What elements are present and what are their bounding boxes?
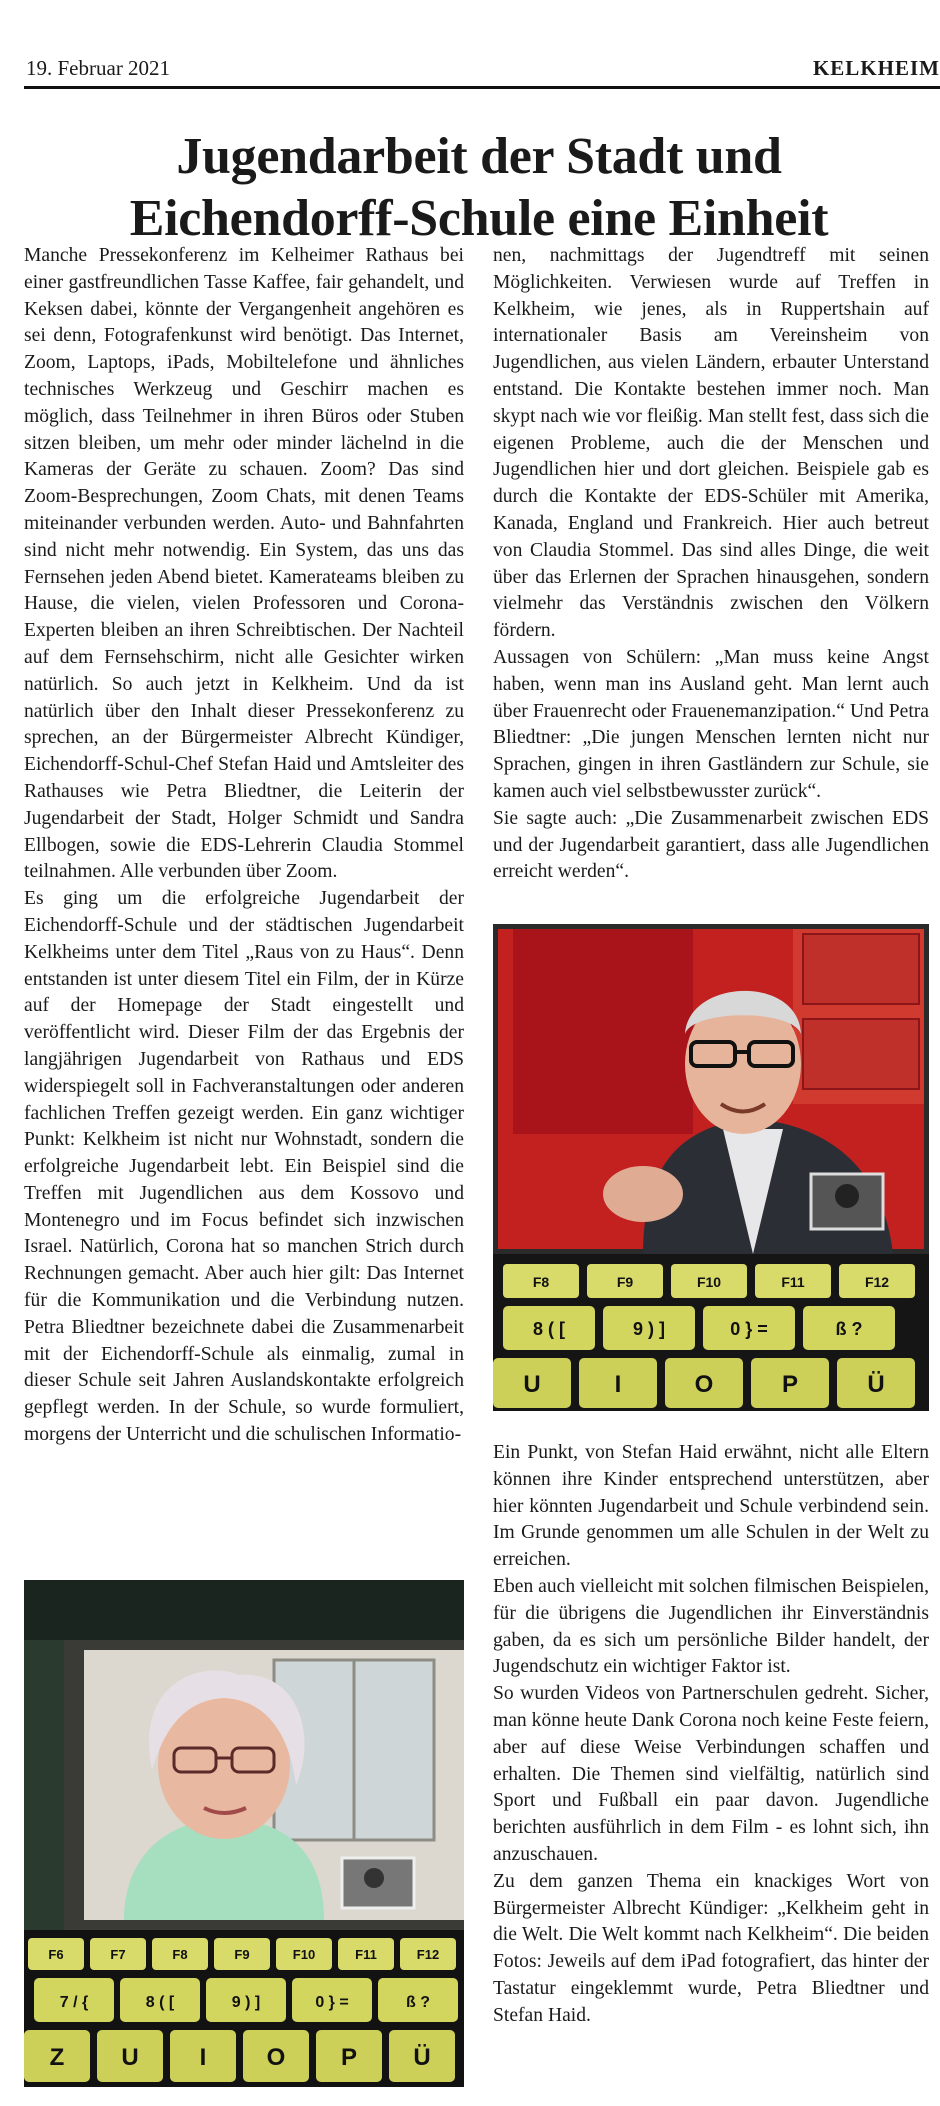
key-label: 9 ) ] bbox=[632, 1319, 666, 1339]
key-label: 0 } = bbox=[730, 1319, 768, 1339]
page-header bbox=[24, 52, 940, 88]
headline-line-2: Eichendorff-Schule eine Einheit bbox=[129, 190, 829, 247]
key-label: I bbox=[614, 1371, 622, 1398]
key-label: Ü bbox=[867, 1371, 885, 1398]
key-label: 0 } = bbox=[315, 1994, 349, 2011]
issue-date: 19. Februar 2021 bbox=[26, 56, 171, 80]
photo-woman-illustration bbox=[24, 1580, 464, 2087]
key-label: F10 bbox=[696, 1274, 722, 1290]
photo-petra-bliedtner bbox=[24, 1580, 464, 2087]
key-label: P bbox=[781, 1371, 799, 1398]
key-label: P bbox=[340, 2044, 358, 2071]
key-label: F12 bbox=[864, 1274, 890, 1290]
key-label: F9 bbox=[616, 1274, 634, 1290]
key-label: 8 ( [ bbox=[532, 1319, 566, 1339]
key-label: Z bbox=[49, 2044, 65, 2071]
key-label: Ü bbox=[413, 2044, 431, 2071]
key-label: 8 ( [ bbox=[145, 1994, 175, 2011]
key-label: 9 ) ] bbox=[231, 1994, 261, 2011]
photo-stefan-haid bbox=[493, 924, 929, 1411]
section-title: KELKHEIM bbox=[812, 56, 940, 80]
key-label: ß ? bbox=[406, 1994, 430, 2011]
key-label: F11 bbox=[355, 1947, 377, 1962]
paragraph: Eben auch vielleicht mit solchen filmischen Beispielen, für die übrigens die Jugendlichen ihr Einverständnis gaben, da es sich um persönliche Bilder handelt, der Jugendschutz ein wichtiger Faktor ist. bbox=[493, 1575, 929, 1678]
key-label: U bbox=[523, 1371, 541, 1398]
paragraph: Manche Pressekonferenz im Kelheimer Rathaus bei einer gastfreundlichen Tasse Kaffee, fair gehandelt, und Keksen dabei, könnte der Vergangenheit angehören es sei denn, Fotografenkunst wird benötigt. Das Internet, Zoom, Laptops, iPads, Mobiltelefone und ähnliches technisches Werkzeug und Geschirr machen es möglich, dass Teilnehmer in ihren Büros oder Stuben sitzen bleiben, um mehr oder minder lächelnd in die Kameras der Geräte zu schauen. Zoom? Das sind Zoom-Besprechungen, Zoom Chats, mit denen Teams miteinander verbunden werden. Auto- und Bahnfahrten sind nicht mehr notwendig. Ein System, das uns das Fernsehen jeden Abend bietet. Kamerateams bleiben zu Hause, die vielen, vielen Professoren und Corona-Experten bleiben an ihren Schreibtischen. Der Nachteil auf dem Fernsehschirm, nicht alle Gesichter wirken natürlich. So auch jetzt in Kelkheim. Und da ist natürlich über den Inhalt dieser Pressekonferenz zu sprechen, an der Bürgermeister Albrecht Kündiger, Eichendorff-Schul-Chef Stefan Haid und Amtsleiter des Rathauses wie Petra Bliedtner, die Leiterin der Jugendarbeit der Stadt, Holger Schmidt und Sandra Ellbogen, sowie die EDS-Lehrerin Claudia Stommel teilnahmen. Alle verbunden über Zoom. bbox=[24, 245, 464, 883]
key-label: ß ? bbox=[835, 1319, 863, 1339]
photo-man-illustration bbox=[493, 924, 929, 1411]
headline-line-1: Jugendarbeit der Stadt und bbox=[176, 128, 782, 185]
paragraph: Aussagen von Schülern: „Man muss keine Angst haben, wenn man ins Ausland geht. Man lernt auch über Frauenrecht oder Frauenemanzipation.“ Und Petra Bliedtner: „Die jungen Menschen lernten nicht nur Sprachen, gingen in ihren Gastländern zur Schule, sie kamen auch viel selbstbewusster zurück“. bbox=[493, 646, 929, 802]
article-headline bbox=[24, 126, 934, 250]
key-label: O bbox=[266, 2044, 286, 2071]
key-label: F9 bbox=[234, 1947, 250, 1962]
paragraph: So wurden Videos von Partnerschulen gedreht. Sicher, man könne heute Dank Corona noch keine Feste feiern, aber auf diese Weise Verbindungen schaffen und erhalten. Die Themen sind vielfältig, natürlich sind Sport und Fußball ein paar davon. Jugendliche berichten ausführlich in dem Film - es lohnt sich, ihn anzuschauen. bbox=[493, 1683, 929, 1865]
key-label: 7 / { bbox=[59, 1994, 89, 2011]
article-column-right-bottom bbox=[493, 1440, 929, 2030]
paragraph: Zu dem ganzen Thema ein knackiges Wort von Bürgermeister Albrecht Kündiger: „Kelkheim geht in die Welt. Die Welt kommt nach Kelkheim“. Die beiden Fotos: Jeweils auf dem iPad fotografiert, das hinter der Tastatur eingeklemmt wurde, Petra Bliedtner und Stefan Haid. bbox=[493, 1870, 929, 2026]
article-column-right-top bbox=[493, 243, 929, 886]
key-label: F10 bbox=[292, 1947, 316, 1962]
key-label: F11 bbox=[781, 1274, 805, 1290]
paragraph: Es ging um die erfolgreiche Jugendarbeit der Eichendorff-Schule und der städtischen Jugendarbeit Kelkheims unter dem Titel „Raus von zu Haus“. Denn entstanden ist unter diesem Titel ein Film, der in Kürze auf der Homepage der Stadt eingestellt und veröffentlicht wird. Dieser Film der das Ergebnis der langjährigen Jugendarbeit von Rathaus und EDS widerspiegelt soll in Fachveranstaltungen oder anderen fachlichen Treffen gezeigt werden. Ein ganz wichtiger Punkt: Kelkheim ist nicht nur Wohnstadt, sondern die erfolgreiche Jugendarbeit lebt. Ein Beispiel sind die Treffen mit Jugendlichen aus dem Kossovo und Montenegro und im Focus befindet sich inzwischen Israel. Natürlich, Corona hat so manchen Strich durch Rechnungen gemacht. Aber auch hier gilt: Das Internet für die Kommunikation und die Verbindung nutzen. Petra Bliedtner bezeichnete dabei die Zusammenarbeit mit der Eichendorff-Schule als einmalig, zumal in dieser Schule seit Jahren Auslandskontakte erfolgreich gepflegt werden. In der Schule, so wurde formuliert, morgens der Unterricht und die schulischen Informatio- bbox=[24, 888, 464, 1446]
key-label: F8 bbox=[172, 1947, 188, 1962]
key-label: F12 bbox=[416, 1947, 440, 1962]
key-label: F7 bbox=[110, 1947, 126, 1962]
key-label: I bbox=[199, 2044, 207, 2071]
key-label: F6 bbox=[48, 1947, 64, 1962]
paragraph: Sie sagte auch: „Die Zusammenarbeit zwischen EDS und der Jugendarbeit garantiert, dass alle Jugendlichen erreicht werden“. bbox=[493, 807, 929, 883]
key-label: F8 bbox=[532, 1274, 550, 1290]
header-rule bbox=[24, 86, 940, 89]
article-column-left bbox=[24, 243, 464, 1449]
paragraph: Ein Punkt, von Stefan Haid erwähnt, nicht alle Eltern können ihre Kinder entsprechend unterstützen, aber hier könnten Jugendarbeit und Schule verbindend sein. Im Grunde genommen um alle Schulen in der Welt zu erreichen. bbox=[493, 1442, 929, 1571]
key-label: U bbox=[121, 2044, 139, 2071]
paragraph: nen, nachmittags der Jugendtreff mit seinen Möglichkeiten. Verwiesen wurde auf Treffen in Kelkheim, wie jenes, als in Ruppertshain auf internationaler Basis am Vereinsheim von Jugendlichen, aus vielen Ländern, erbauter Unterstand entstand. Die Kontakte bestehen immer noch. Man skypt nach wie vor fleißig. Man stellt fest, dass sich die eigenen Probleme, auch die der Menschen und Jugendlichen hier und dort gleichen. Beispiele gab es durch die Kontakte der EDS-Schüler mit Amerika, Kanada, England und Frankreich. Hier auch betreut von Claudia Stommel. Das sind alles Dinge, die weit über das Erlernen der Sprachen hinausgehen, sondern vielmehr das Verständnis zwischen den Völkern fördern. bbox=[493, 245, 929, 642]
key-label: O bbox=[694, 1371, 714, 1398]
